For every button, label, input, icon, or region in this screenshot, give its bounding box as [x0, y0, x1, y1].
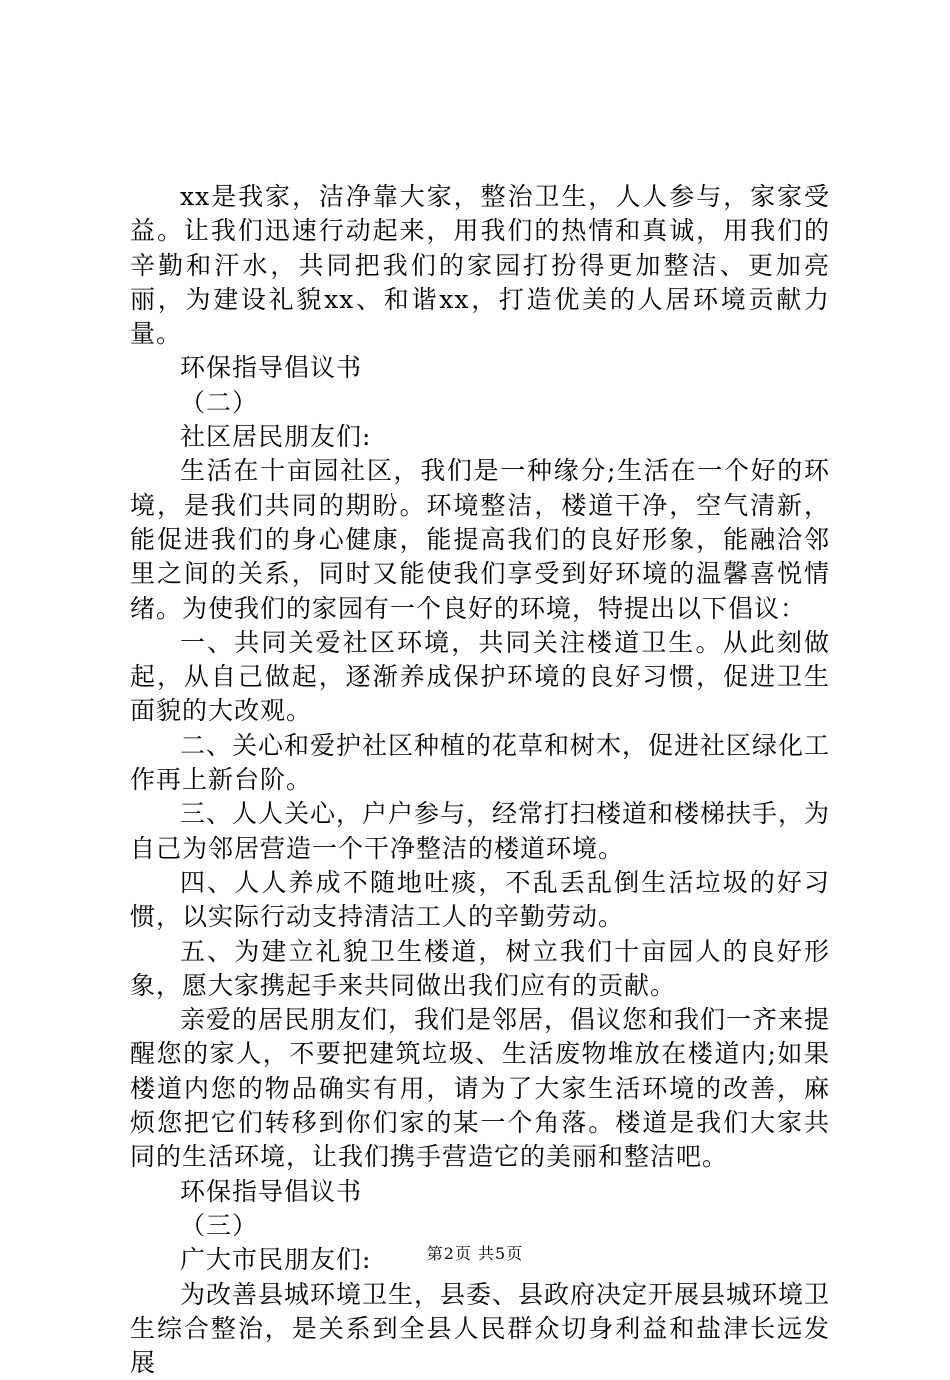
section-number: （二） [130, 386, 830, 420]
proposal-item: 二、关心和爱护社区种植的花草和树木，促进社区绿化工作再上新台阶。 [130, 729, 830, 798]
section-title: 环保指导倡议书 [130, 351, 830, 385]
salutation: 广大市民朋友们: [130, 1243, 830, 1277]
section-title: 环保指导倡议书 [130, 1175, 830, 1209]
paragraph: 生活在十亩园社区，我们是一种缘分;生活在一个好的环境，是我们共同的期盼。环境整洁，楼道干净，空气清新，能促进我们的身心健康，能提高我们的良好形象，能融洽邻里之间的关系，同时又能使我们享受到好环境的温馨喜悦情绪。为使我们的家园有一个良好的环境，特提出以下倡议： [130, 454, 830, 625]
proposal-item: 一、共同关爱社区环境，共同关注楼道卫生。从此刻做起，从自己做起，逐渐养成保护环境的良好习惯，促进卫生面貌的大改观。 [130, 626, 830, 729]
salutation: 社区居民朋友们: [130, 420, 830, 454]
page-footer: 第2页 共5页 [0, 1244, 950, 1264]
paragraph: 亲爱的居民朋友们，我们是邻居，倡议您和我们一齐来提醒您的家人，不要把建筑垃圾、生活废物堆放在楼道内;如果楼道内您的物品确实有用，请为了大家生活环境的改善，麻烦您把它们转移到你们家的某一个角落。楼道是我们大家共同的生活环境，让我们携手营造它的美丽和整洁吧。 [130, 1003, 830, 1174]
document-body [130, 180, 830, 1380]
section-number: （三） [130, 1209, 830, 1243]
proposal-item: 五、为建立礼貌卫生楼道，树立我们十亩园人的良好形象，愿大家携起手来共同做出我们应有的贡献。 [130, 935, 830, 1004]
paragraph: 为改善县城环境卫生，县委、县政府决定开展县城环境卫生综合整治，是关系到全县人民群众切身利益和盐津长远发展 [130, 1278, 830, 1380]
proposal-item: 三、人人关心，户户参与，经常打扫楼道和楼梯扶手，为自己为邻居营造一个干净整洁的楼道环境。 [130, 797, 830, 866]
proposal-item: 四、人人养成不随地吐痰，不乱丢乱倒生活垃圾的好习惯，以实际行动支持清洁工人的辛勤劳动。 [130, 866, 830, 935]
paragraph: xx是我家，洁净靠大家，整治卫生，人人参与，家家受益。让我们迅速行动起来，用我们的热情和真诚，用我们的辛勤和汗水，共同把我们的家园打扮得更加整洁、更加亮丽，为建设礼貌xx、和谐xx，打造优美的人居环境贡献力量。 [130, 180, 830, 351]
